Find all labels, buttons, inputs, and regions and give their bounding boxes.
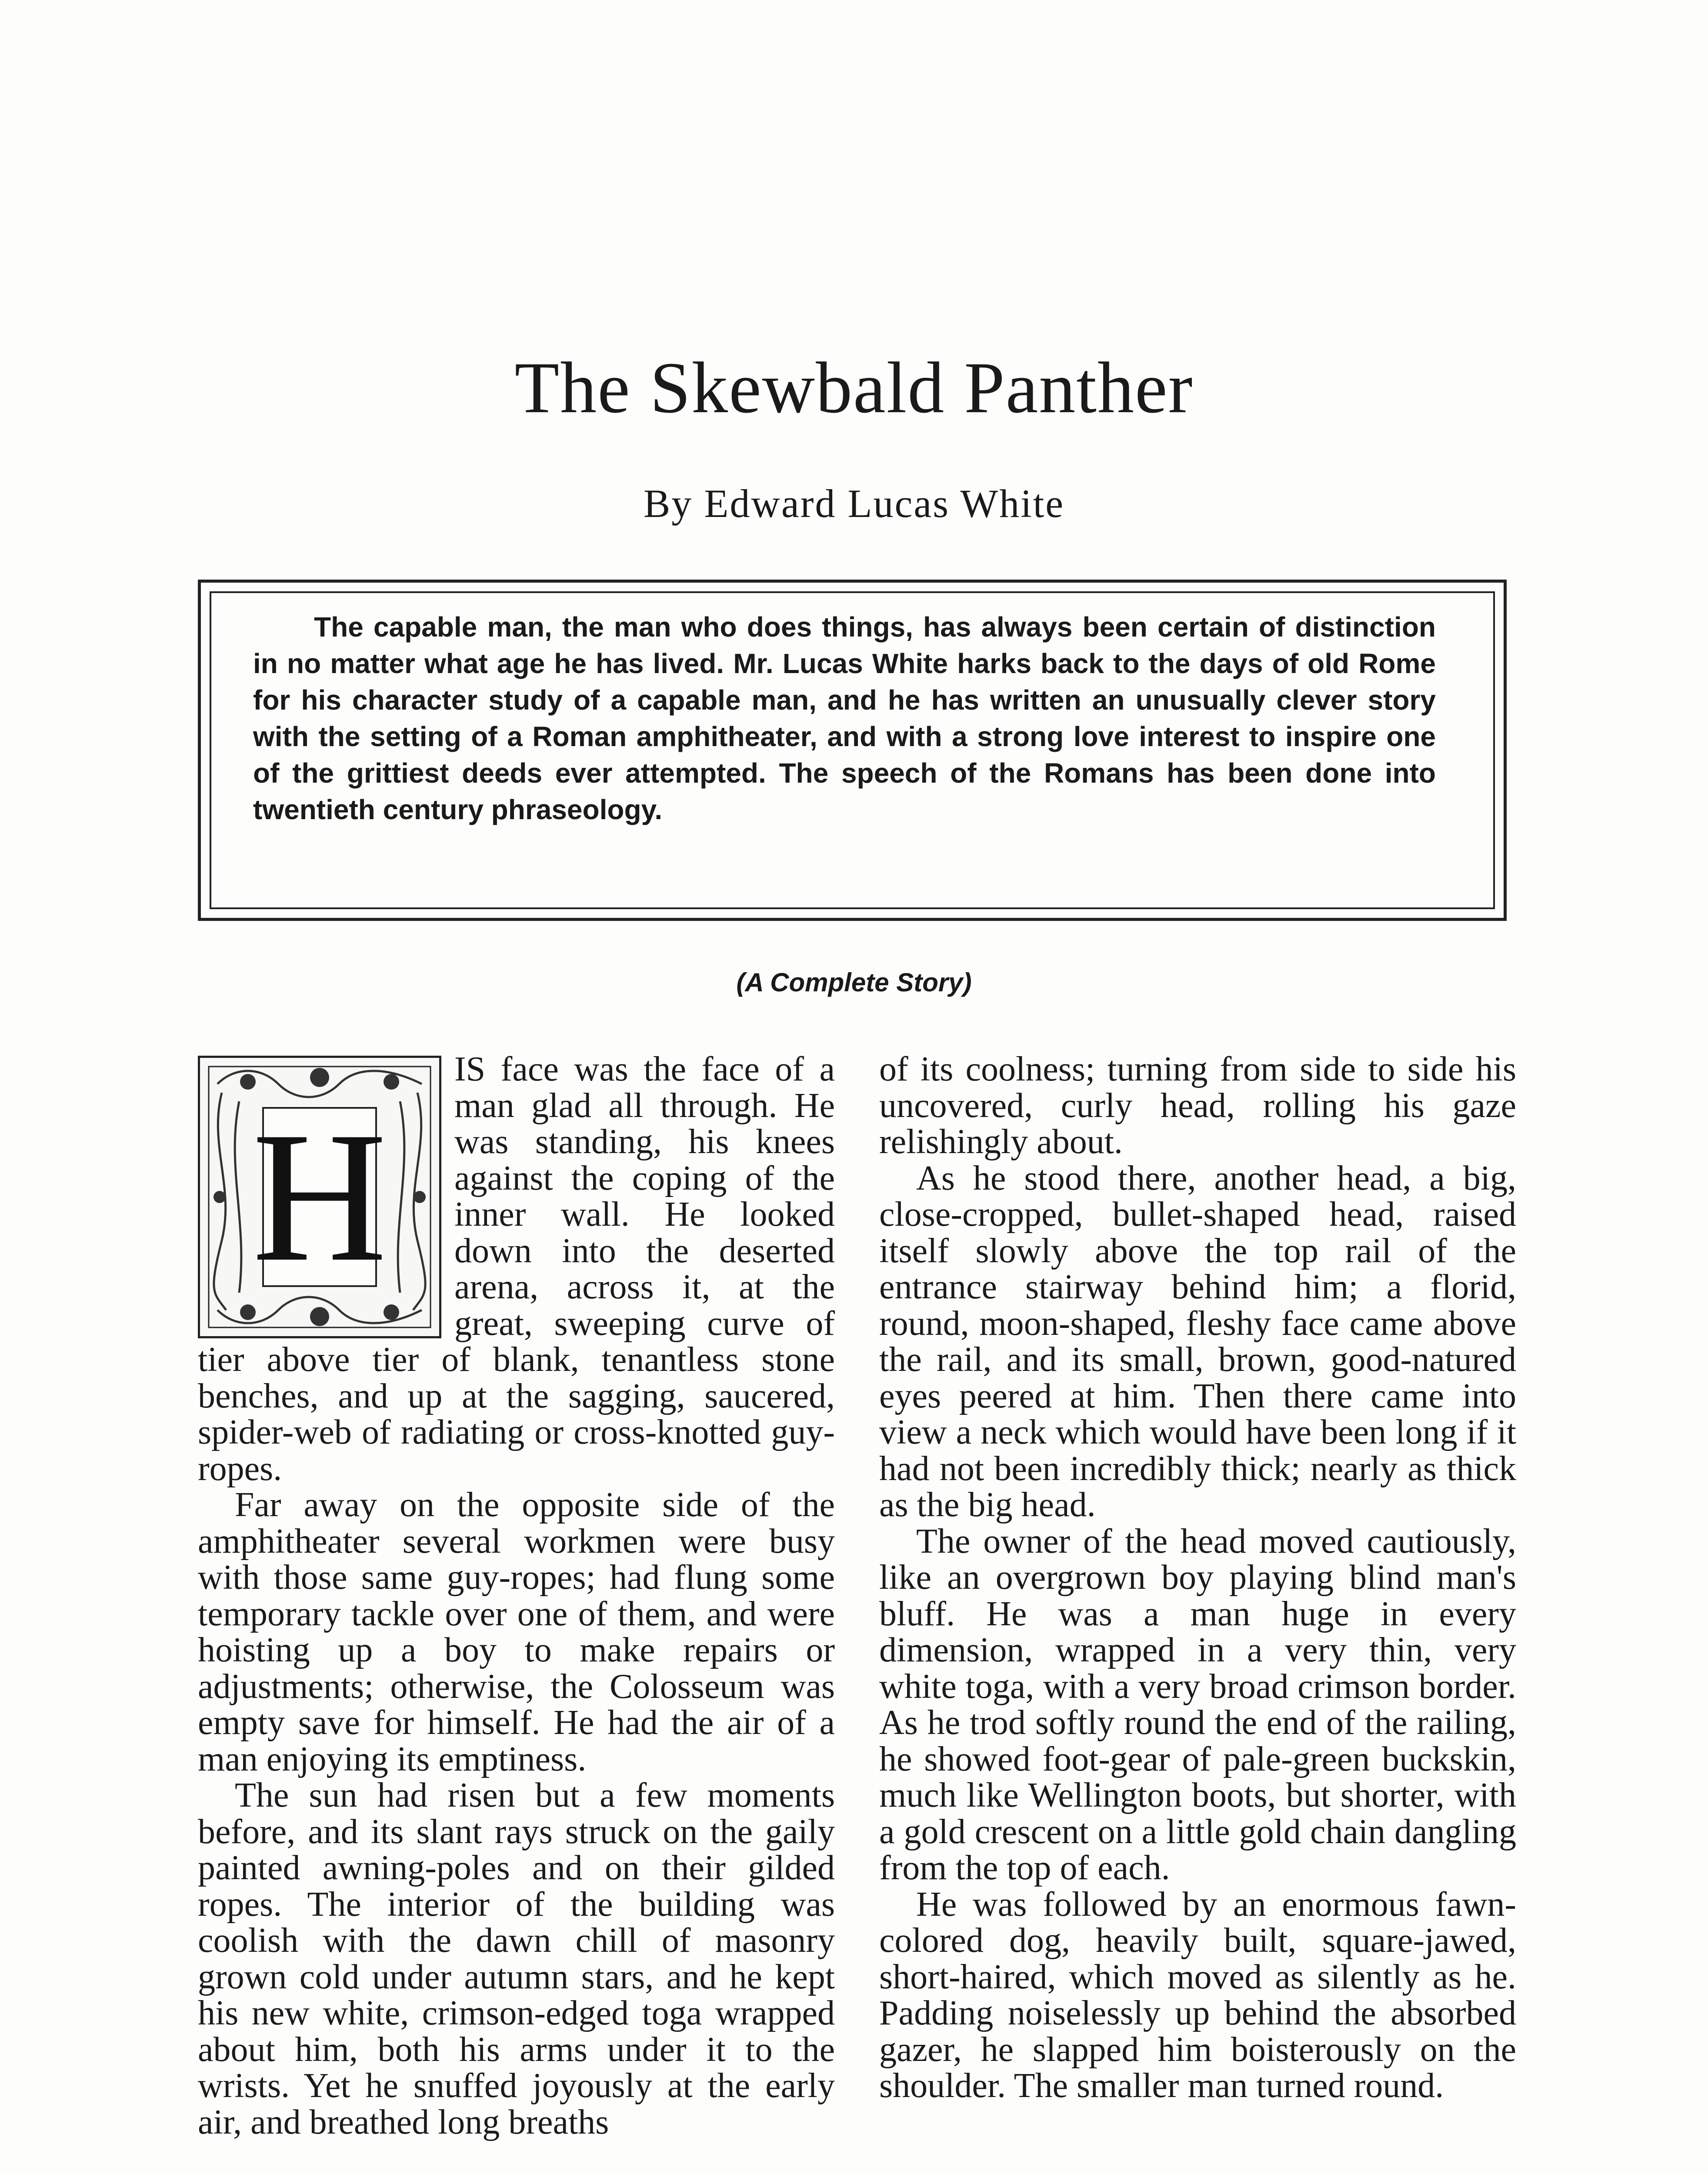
story-subtitle: (A Complete Story)	[736, 968, 972, 997]
byline: By Edward Lucas White	[643, 481, 1065, 526]
drop-cap-letter: H	[252, 1094, 387, 1300]
paragraph: He was followed by an enormous fawn-colored dog, heavily built, square-jawed, short-haired, which moved as silently as he. Padding noiselessly up behind the absorbed gazer, he slapped him boisterously on the shoulder. The smaller man turned round.	[879, 1885, 1516, 2105]
paragraph: IS face was the face of a man glad all through. He was standing, his knees against the coping of the inner wall. He looked down into the deserted arena, across it, at the great, sweeping curve of tier above tier of blank, tenantless stone benches, and up at the sagging, saucered, spider-web of radiating or cross-knotted guy-ropes.	[198, 1050, 835, 1488]
left-column	[198, 1051, 835, 2141]
blurb-box	[198, 580, 1507, 921]
drop-cap-ornament	[198, 1056, 441, 1338]
paragraph: Far away on the opposite side of the amphitheater several workmen were busy with those same guy-ropes; had flung some temporary tackle over one of them, and were hoisting up a boy to make repairs or adjustments; otherwise, the Colosseum was empty save for himself. He had the air of a man enjoying its emptiness.	[198, 1486, 835, 1778]
right-column	[879, 1051, 1516, 2104]
paragraph: The owner of the head moved cautiously, like an overgrown boy playing blind man's bluff. He was a man huge in every dimension, wrapped in a very thin, very white toga, with a very broad crimson border. As he trod softly round the end of the railing, he showed foot-gear of pale-green buckskin, much like Wellington boots, but shorter, with a gold crescent on a little gold chain dangling from the top of each.	[879, 1522, 1516, 1887]
paragraph: As he stood there, another head, a big, close-cropped, bullet-shaped head, raised itself slowly above the top rail of the entrance stairway behind him; a florid, round, moon-shaped, fleshy face came above the rail, and its small, brown, good-natured eyes peered at him. Then there came into view a neck which would have been long if it had not been incredibly thick; nearly as thick as the big head.	[879, 1159, 1516, 1524]
story-title: The Skewbald Panther	[514, 347, 1194, 428]
paragraph: of its coolness; turning from side to side his uncovered, curly head, rolling his gaze relishingly about.	[879, 1050, 1516, 1161]
paragraph: The sun had risen but a few moments before, and its slant rays struck on the gaily painted awning-poles and on their gilded ropes. The interior of the building was coolish with the dawn chill of masonry grown cold under autumn stars, and he kept his new white, crimson-edged toga wrapped about him, both his arms under it to the wrists. Yet he snuffed joyously at the early air, and breathed long breaths	[198, 1776, 835, 2141]
blurb-text: The capable man, the man who does things, has always been certain of distinction in no matter what age he has lived. Mr. Lucas White harks back to the days of old Rome for his character study of a capable man, and he has written an unusually clever story with the setting of a Roman amphitheater, and with a strong love interest to inspire one of the grittiest deeds ever attempted. The speech of the Romans has been done into twentieth century phraseology.	[253, 611, 1436, 825]
